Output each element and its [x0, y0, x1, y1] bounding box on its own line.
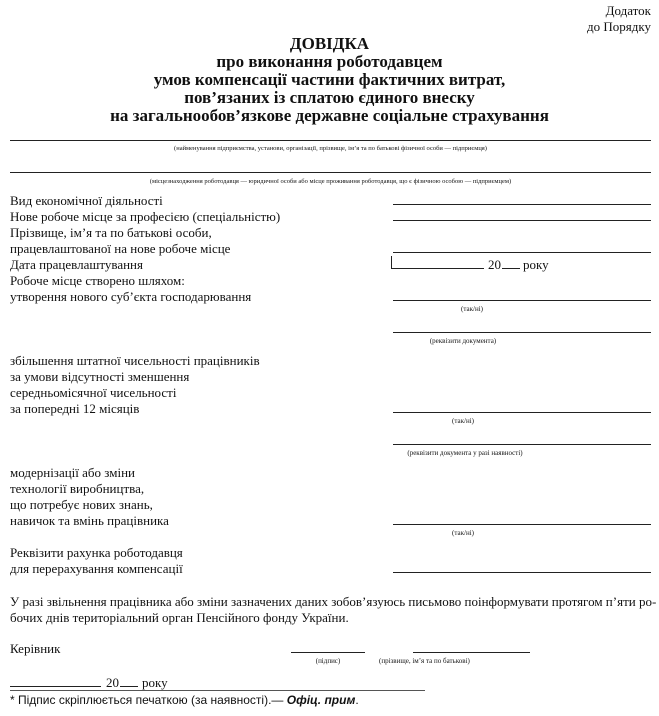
- doc-details-line[interactable]: [393, 332, 651, 333]
- title-line-1: про виконання роботодавцем: [216, 52, 443, 71]
- modern-caption: (так/ні): [452, 529, 474, 537]
- staff-label-1: збільшення штатної чисельності працівників: [10, 353, 260, 368]
- signature-caption: (підпис): [315, 657, 341, 665]
- new-entity-label: утворення нового суб’єкта господарювання: [10, 289, 252, 304]
- staff-label-2: за умови відсутності зменшення: [10, 369, 190, 384]
- full-name-caption: (прізвище, ім’я та по батькові): [379, 657, 470, 665]
- bottom-date-year: 20: [106, 675, 119, 690]
- employer-name-line[interactable]: [10, 140, 651, 141]
- employer-location-caption: (місцезнаходження роботодавця — юридичної особи або місце проживання роботодавця, що є фізичною особою — підприємцем): [149, 178, 512, 185]
- employment-date-line[interactable]: [391, 268, 484, 269]
- full-name-line[interactable]: [413, 652, 530, 653]
- footnote-separator: [10, 690, 425, 691]
- employer-location-line[interactable]: [10, 172, 651, 173]
- person-label-2: працевлаштованої на нове робоче місце: [10, 241, 231, 256]
- footnote-text: * Підпис скріплюється печаткою (за наявності).—: [10, 693, 287, 707]
- title-line-3: пов’язаних із сплатою єдиного внеску: [184, 88, 475, 107]
- modern-label-2: технології виробництва,: [10, 481, 145, 496]
- head-label: Керівник: [10, 641, 61, 656]
- activity-label: Вид економічної діяльності: [10, 193, 163, 208]
- staff-label-3: середньомісячної чисельності: [10, 385, 177, 400]
- person-line[interactable]: [393, 252, 651, 253]
- signature-line[interactable]: [291, 652, 365, 653]
- title-line-4: на загальнообов’язкове державне соціальне страхування: [110, 106, 549, 125]
- new-entity-caption: (так/ні): [461, 305, 483, 313]
- staff-caption: (так/ні): [452, 417, 474, 425]
- footnote-emph: Офіц. прим: [286, 693, 356, 707]
- employment-date-label: Дата працевлаштування: [10, 257, 143, 272]
- document-title: ДОВІДКА: [289, 34, 370, 53]
- staff-label-4: за попередні 12 місяців: [10, 401, 140, 416]
- account-line[interactable]: [393, 572, 651, 573]
- doc-details-caption: (реквізити документа): [429, 337, 497, 345]
- date-tick: [391, 256, 392, 268]
- bottom-date-word: року: [142, 675, 168, 690]
- obligation-line-2: бочих днів територіальний орган Пенсійного фонду України.: [10, 610, 349, 625]
- doc-details-if-any-caption: (реквізити документа у разі наявності): [407, 449, 523, 457]
- activity-line[interactable]: [393, 204, 651, 205]
- annex-line-2: до Порядку: [587, 19, 651, 34]
- new-job-line[interactable]: [393, 220, 651, 221]
- account-label-1: Реквізити рахунка роботодавця: [10, 545, 183, 560]
- modern-label-1: модернізації або зміни: [10, 465, 135, 480]
- footnote: [10, 693, 359, 707]
- person-label-1: Прізвище, ім’я та по батькові особи,: [10, 225, 212, 240]
- modern-line[interactable]: [393, 524, 651, 525]
- employer-name-caption: (найменування підприємства, установи, організації, прізвище, ім’я та по батькові фізичної особи — підприємця): [174, 145, 487, 152]
- title-line-2: умов компенсації частини фактичних витрат,: [153, 70, 506, 89]
- created-by-label: Робоче місце створено шляхом:: [10, 273, 185, 288]
- modern-label-4: навичок та вмінь працівника: [10, 513, 169, 528]
- footnote-end: .: [355, 693, 359, 707]
- new-entity-line[interactable]: [393, 300, 651, 301]
- new-job-label: Нове робоче місце за професією (спеціальністю): [10, 209, 281, 224]
- modern-label-3: що потребує нових знань,: [10, 497, 153, 512]
- obligation-line-1: У разі звільнення працівника або зміни зазначених даних зобов’язуюсь письмово поінформувати протягом п’яти ро-: [10, 594, 657, 609]
- employment-year-line[interactable]: [502, 268, 520, 269]
- annex-line-1: Додаток: [605, 3, 651, 18]
- staff-line[interactable]: [393, 412, 651, 413]
- employment-date-year-word: року: [523, 257, 549, 272]
- account-label-2: для перерахування компенсації: [10, 561, 183, 576]
- employment-date-year: 20: [488, 257, 501, 272]
- bottom-date-line[interactable]: [10, 686, 101, 687]
- bottom-year-line[interactable]: [120, 686, 138, 687]
- doc-details-if-any-line[interactable]: [393, 444, 651, 445]
